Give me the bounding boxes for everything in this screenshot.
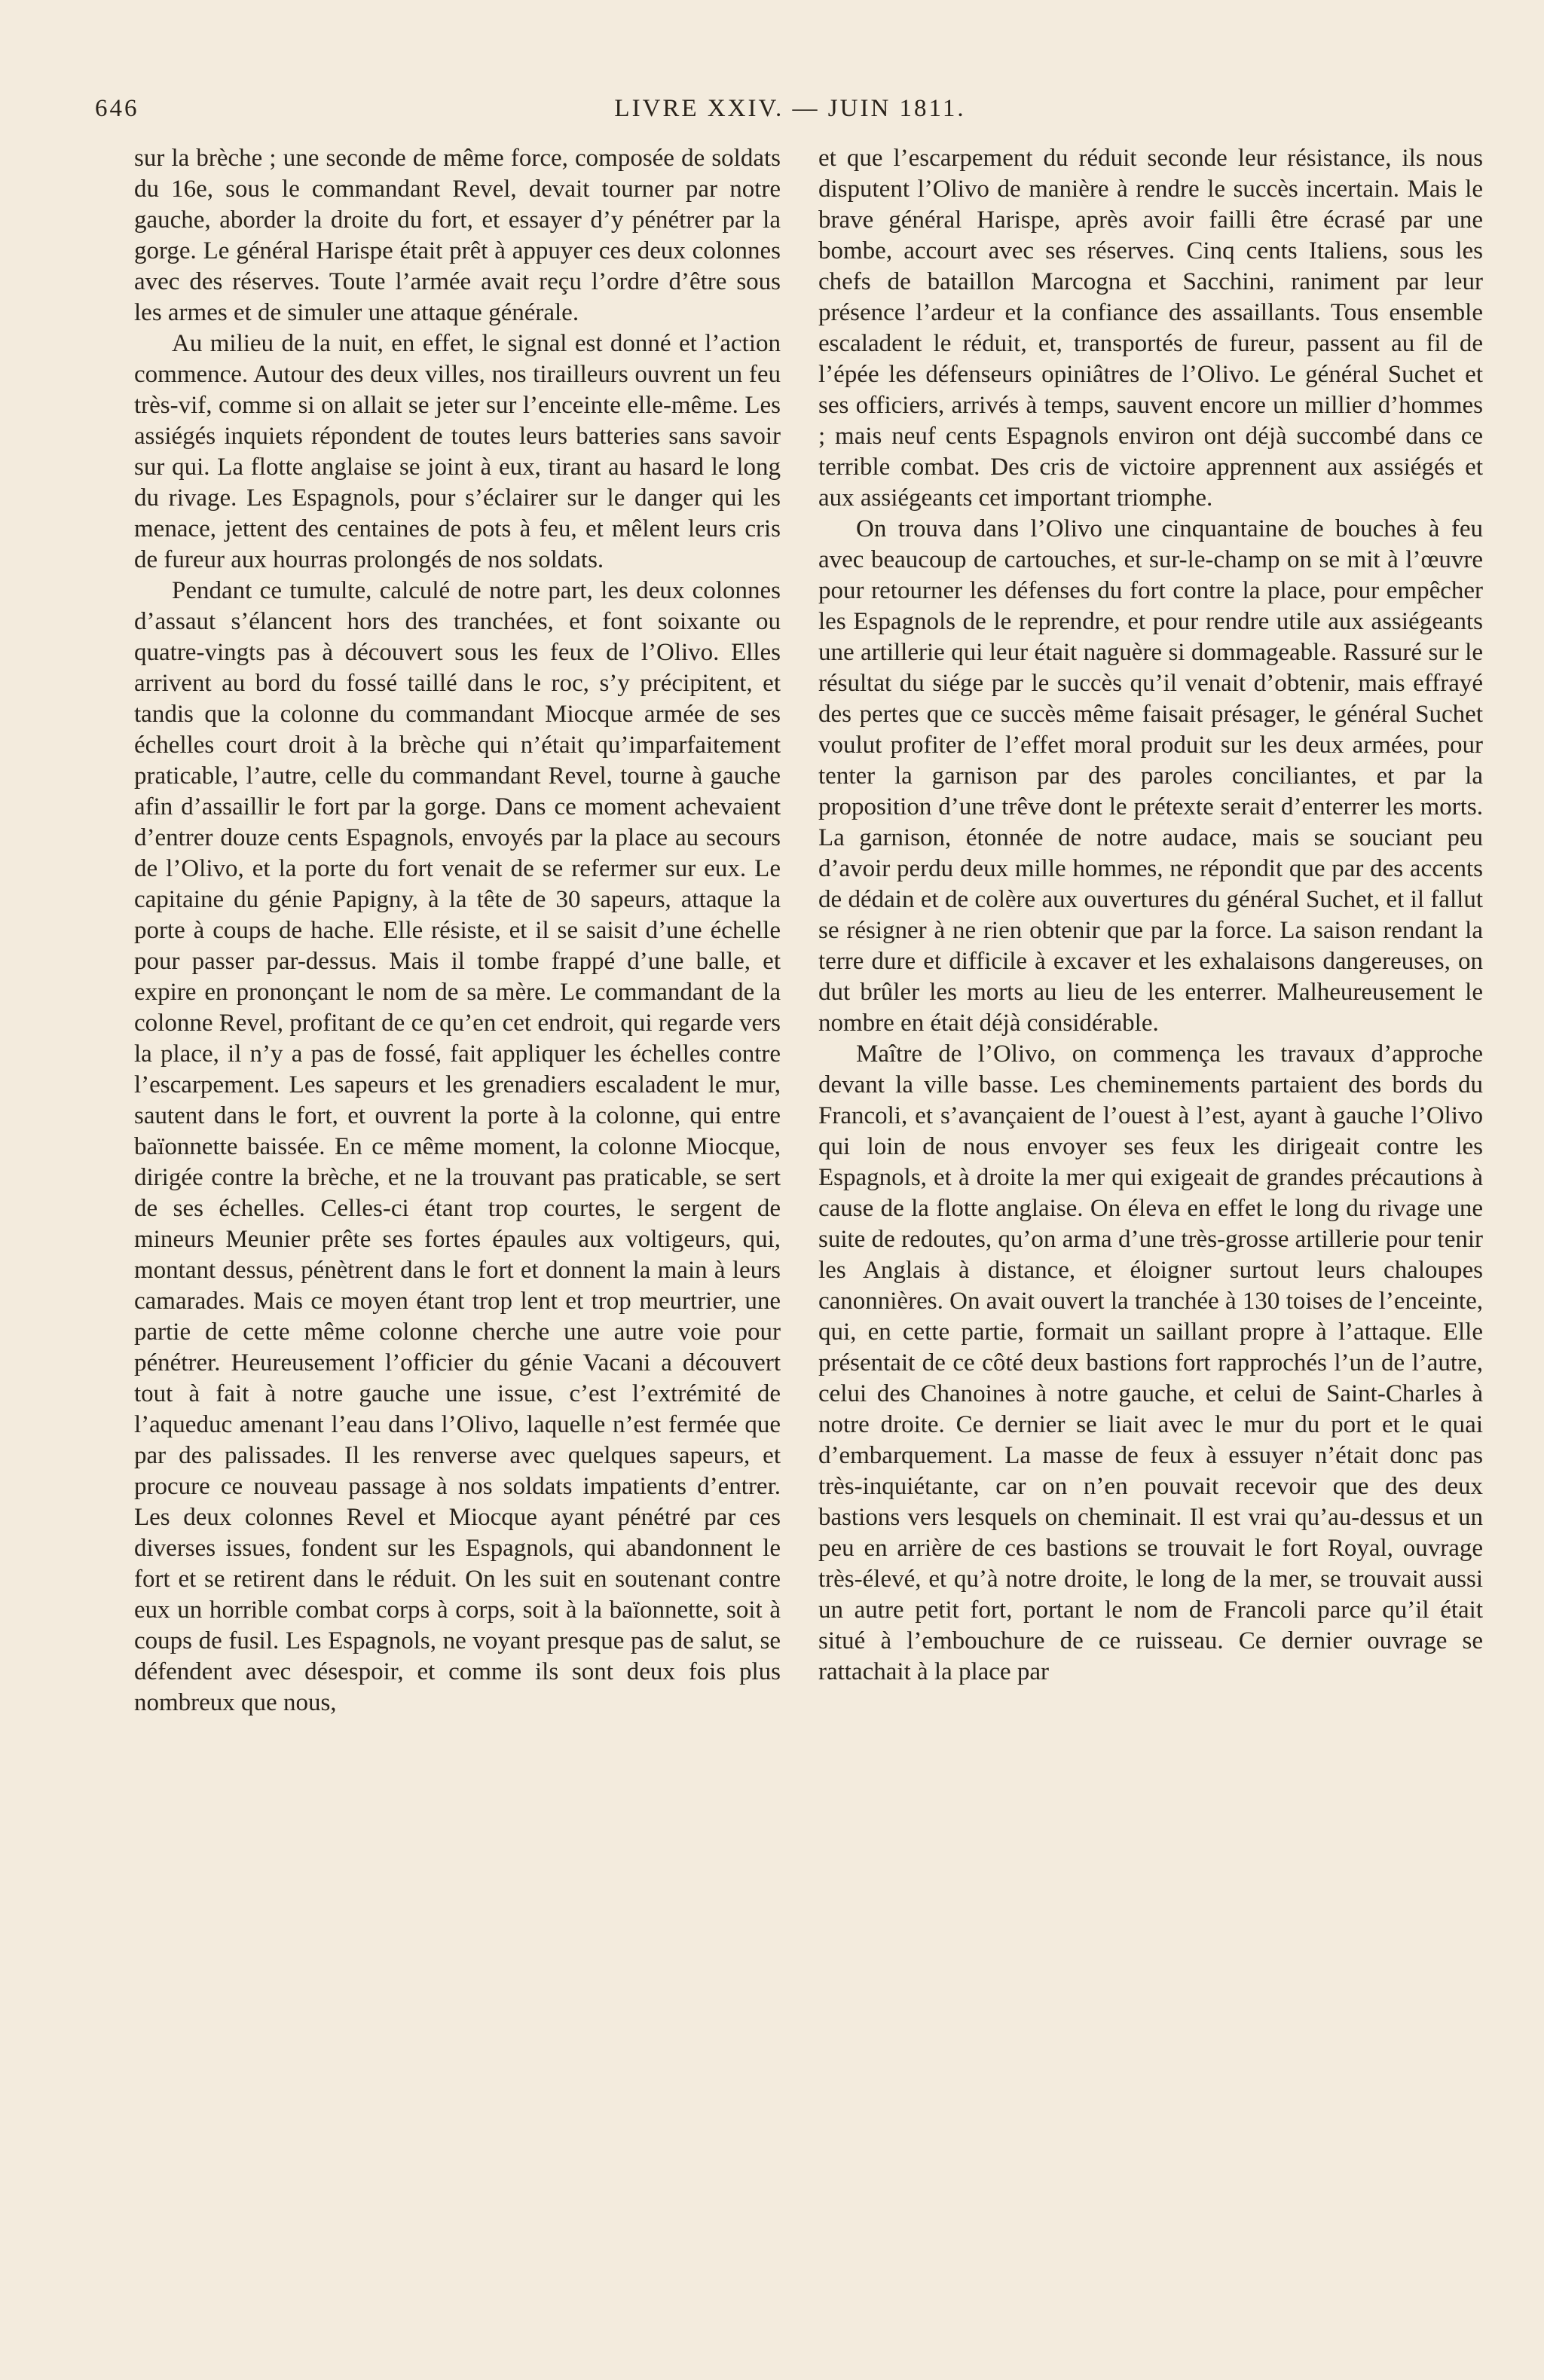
paragraph: et que l’escarpement du réduit seconde leur résistance, ils nous disputent l’Olivo de manière à rendre le succès incertain. Mais le brave général Harispe, après avoir failli être écrasé par une bombe, accourt avec ses réserves. Cinq cents Italiens, sous les chefs de bataillon Marcogna et Sacchini, raniment par leur présence l’ardeur et la confiance des assaillants. Tous ensemble escaladent le réduit, et, transportés de fureur, passent au fil de l’épée les défenseurs opiniâtres de l’Olivo. Le général Suchet et ses officiers, arrivés à temps, sauvent encore un millier d’hommes ; mais neuf cents Espagnols environ ont déjà succombé dans ce terrible combat. Des cris de victoire apprennent aux assiégés et aux assiégeants cet important triomphe.	[818, 145, 1483, 512]
paragraph: Maître de l’Olivo, on commença les travaux d’approche devant la ville basse. Les cheminements partaient des bords du Francoli, et s’avançaient de l’ouest à l’est, ayant à gauche l’Olivo qui loin de nous envoyer ses feux les dirigeait contre les Espagnols, et à droite la mer qui exigeait de grandes précautions à cause de la flotte anglaise. On éleva en effet le long du rivage une suite de redoutes, qu’on arma d’une très-grosse artillerie pour tenir les Anglais à distance, et éloigner surtout leurs chaloupes canonnières. On avait ouvert la tranchée à 130 toises de l’enceinte, qui, en cette partie, formait un saillant propre à l’attaque. Elle présentait de ce côté deux bastions fort rapprochés l’un de l’autre, celui des Chanoines à notre gauche, et celui de Saint-Charles à notre droite. Ce dernier se liait avec le mur du port et le quai d’embarquement. La masse de feux à essuyer n’était donc pas très-inquiétante, car on n’en pouvait recevoir que des deux bastions vers lesquels on cheminait. Il est vrai qu’au-dessus et un peu en arrière de ces bastions se trouvait le fort Royal, ouvrage très-élevé, et qu’à notre droite, le long de la mer, se trouvait aussi un autre petit fort, portant le nom de Francoli parce qu’il était situé à l’embouchure de ce ruisseau. Ce dernier ouvrage se rattachait à la place par	[818, 1040, 1483, 1685]
page-number: 646	[95, 95, 139, 122]
paragraph: Au milieu de la nuit, en effet, le signal est donné et l’action commence. Autour des deux villes, nos tirailleurs ouvrent un feu très-vif, comme si on allait se jeter sur l’enceinte elle-même. Les assiégés inquiets répondent de toutes leurs batteries sans savoir sur qui. La flotte anglaise se joint à eux, tirant au hasard le long du rivage. Les Espagnols, pour s’éclairer sur le danger qui les menace, jettent des centaines de pots à feu, et mêlent leurs cris de fureur aux hourras prolongés de nos soldats.	[134, 330, 781, 573]
paragraph: On trouva dans l’Olivo une cinquantaine de bouches à feu avec beaucoup de cartouches, et sur-le-champ on se mit à l’œuvre pour retourner les défenses du fort contre la place, pour empêcher les Espagnols de le reprendre, et pour rendre utile aux assiégeants une artillerie qui leur était naguère si dommageable. Rassuré sur le résultat du siége par le succès qu’il venait d’obtenir, mais effrayé des pertes que ce succès même faisait présager, le général Suchet voulut profiter de l’effet moral produit sur les deux armées, pour tenter la garnison par des paroles conciliantes, et par la proposition d’une trêve dont le prétexte serait d’enterrer les morts. La garnison, étonnée de notre audace, mais se souciant peu d’avoir perdu deux mille hommes, ne répondit que par des accents de dédain et de colère aux ouvertures du général Suchet, et il fallut se résigner à ne rien obtenir que par la force. La saison rendant la terre dure et difficile à excaver et les exhalaisons dangereuses, on dut brûler les morts au lieu de les enterrer. Malheureusement le nombre en était déjà considérable.	[818, 515, 1483, 1037]
paragraph: Pendant ce tumulte, calculé de notre part, les deux colonnes d’assaut s’élancent hors des tranchées, et font soixante ou quatre-vingts pas à découvert sous les feux de l’Olivo. Elles arrivent au bord du fossé taillé dans le roc, s’y précipitent, et tandis que la colonne du commandant Miocque armée de ses échelles court droit à la brèche qui n’était qu’imparfaitement praticable, l’autre, celle du commandant Revel, tourne à gauche afin d’assaillir le fort par la gorge. Dans ce moment achevaient d’entrer douze cents Espagnols, envoyés par la place au secours de l’Olivo, et la porte du fort venait de se refermer sur eux. Le capitaine du génie Papigny, à la tête de 30 sapeurs, attaque la porte à coups de hache. Elle résiste, et il se saisit d’une échelle pour passer par-dessus. Mais il tombe frappé d’une balle, et expire en prononçant le nom de sa mère. Le commandant de la colonne Revel, profitant de ce qu’en cet endroit, qui regarde vers la place, il n’y a pas de fossé, fait appliquer les échelles contre l’escarpement. Les sapeurs et les grenadiers escaladent le mur, sautent dans le fort, et ouvrent la porte à la colonne, qui entre baïonnette baissée. En ce même moment, la colonne Miocque, dirigée contre la brèche, et ne la trouvant pas praticable, se sert de ses échelles. Celles-ci étant trop courtes, le sergent de mineurs Meunier prête ses fortes épaules aux voltigeurs, qui, montant dessus, pénètrent dans le fort et donnent la main à leurs camarades. Mais ce moyen étant trop lent et trop meurtrier, une partie de cette même colonne cherche une autre voie pour pénétrer. Heureusement l’officier du génie Vacani a découvert tout à fait à notre gauche une issue, c’est l’extrémité de l’aqueduc amenant l’eau dans l’Olivo, laquelle n’est fermée que par des palissades. Il les renverse avec quelques sapeurs, et procure ce nouveau passage à nos soldats impatients d’entrer. Les deux colonnes Revel et Miocque ayant pénétré par ces diverses issues, fondent sur les Espagnols, qui abandonnent le fort et se retirent dans le réduit. On les suit en soutenant contre eux un horrible combat corps à corps, soit à la baïonnette, soit à coups de fusil. Les Espagnols, ne voyant presque pas de salut, se défendent avec désespoir, et comme ils sont deux fois plus nombreux que nous,	[134, 577, 781, 1716]
running-title: LIVRE XXIV. — JUIN 1811.	[614, 95, 966, 122]
paragraph: sur la brèche ; une seconde de même force, composée de soldats du 16e, sous le commandant Revel, devait tourner par notre gauche, aborder la droite du fort, et essayer d’y pénétrer par la gorge. Le général Harispe était prêt à appuyer ces deux colonnes avec des réserves. Toute l’armée avait reçu l’ordre d’être sous les armes et de simuler une attaque générale.	[134, 145, 781, 326]
right-column	[818, 143, 1483, 2347]
left-column	[134, 143, 781, 2347]
